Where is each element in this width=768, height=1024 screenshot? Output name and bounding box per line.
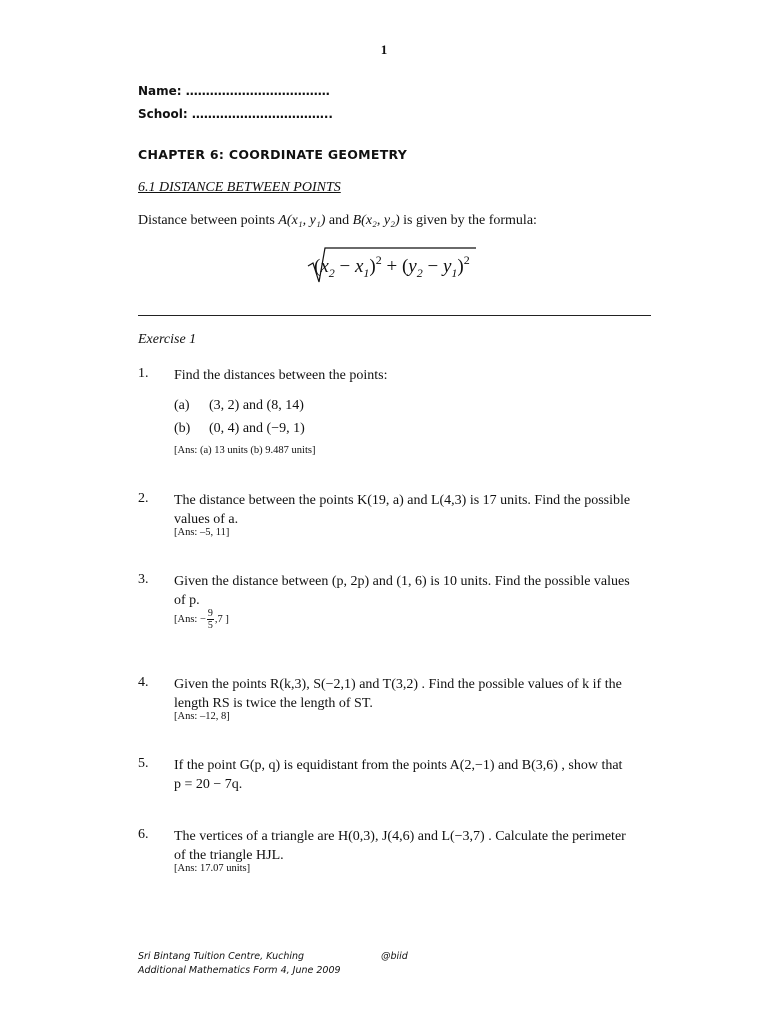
question-4-number: 4.: [138, 675, 149, 690]
question-1a-label: (a): [174, 398, 190, 413]
question-1-number: 1.: [138, 366, 149, 381]
section-title: 6.1 DISTANCE BETWEEN POINTS: [138, 180, 341, 195]
question-2-number: 2.: [138, 491, 149, 506]
footer-course: Additional Mathematics Form 4, June 2009: [138, 965, 341, 976]
footer-centre-name: Sri Bintang Tuition Centre, Kuching: [138, 951, 305, 962]
question-4-line-2: length RS is twice the length of ST.: [174, 696, 373, 711]
question-6-line-2: of the triangle HJL.: [174, 848, 284, 863]
intro-text: [138, 213, 537, 229]
question-1a-text: (3, 2) and (8, 14): [209, 398, 304, 413]
question-2-line-1: The distance between the points K(19, a) and L(4,3) is 17 units. Find the possible: [174, 493, 631, 508]
question-2-answer: [Ans: –5, 11]: [174, 527, 230, 538]
question-4-answer: [Ans: –12, 8]: [174, 711, 230, 722]
question-5-line-1: If the point G(p, q) is equidistant from the points A(2,−1) and B(3,6) , show that: [174, 758, 623, 773]
question-3-answer: [174, 608, 229, 631]
footer-author: @biid: [381, 951, 408, 962]
intro-post: is given by the formula:: [399, 213, 537, 228]
question-3-answer-prefix: [Ans: −: [174, 613, 206, 625]
fraction-denominator: 5: [207, 620, 213, 631]
question-6-answer: [Ans: 17.07 units]: [174, 863, 251, 874]
exercise-title: Exercise 1: [138, 332, 197, 347]
fraction-numerator: 9: [207, 608, 213, 619]
question-3-line-1: Given the distance between (p, 2p) and (1, 6) is 10 units. Find the possible values: [174, 574, 630, 589]
chapter-title: CHAPTER 6: COORDINATE GEOMETRY: [138, 147, 408, 162]
formula-text: $(x_2 - x_1)^2 + (y_2 - y_1)^2$: [314, 253, 470, 280]
question-2-line-2: values of a.: [174, 512, 239, 527]
intro-mid: and: [325, 213, 353, 228]
question-3-number: 3.: [138, 572, 149, 587]
question-6-number: 6.: [138, 827, 149, 842]
distance-formula: [0, 244, 768, 288]
question-3-answer-fraction: [207, 608, 214, 631]
question-5-number: 5.: [138, 756, 149, 771]
section-divider: [138, 315, 651, 316]
question-1-text: Find the distances between the points:: [174, 368, 388, 383]
intro-point-a: A(x₁, y₁): [278, 213, 326, 228]
question-3-line-2: of p.: [174, 593, 200, 608]
question-6-line-1: The vertices of a triangle are H(0,3), J(4,6) and L(−3,7) . Calculate the perimeter: [174, 829, 626, 844]
question-5-line-2: p = 20 − 7q.: [174, 777, 243, 792]
intro-point-b: B(x₂, y₂): [352, 213, 400, 228]
question-3-answer-suffix: ,7 ]: [214, 613, 229, 625]
name-field: Name: ………………………………: [138, 84, 330, 98]
question-1b-label: (b): [174, 421, 191, 436]
question-1b-text: (0, 4) and (−9, 1): [209, 421, 305, 436]
intro-pre: Distance between points: [138, 213, 279, 228]
question-1-answer: [Ans: (a) 13 units (b) 9.487 units]: [174, 445, 316, 456]
question-4-line-1: Given the points R(k,3), S(−2,1) and T(3,2) . Find the possible values of k if the: [174, 677, 622, 692]
school-field: School: ……………………………..: [138, 107, 333, 121]
page-number: 1: [380, 42, 388, 57]
